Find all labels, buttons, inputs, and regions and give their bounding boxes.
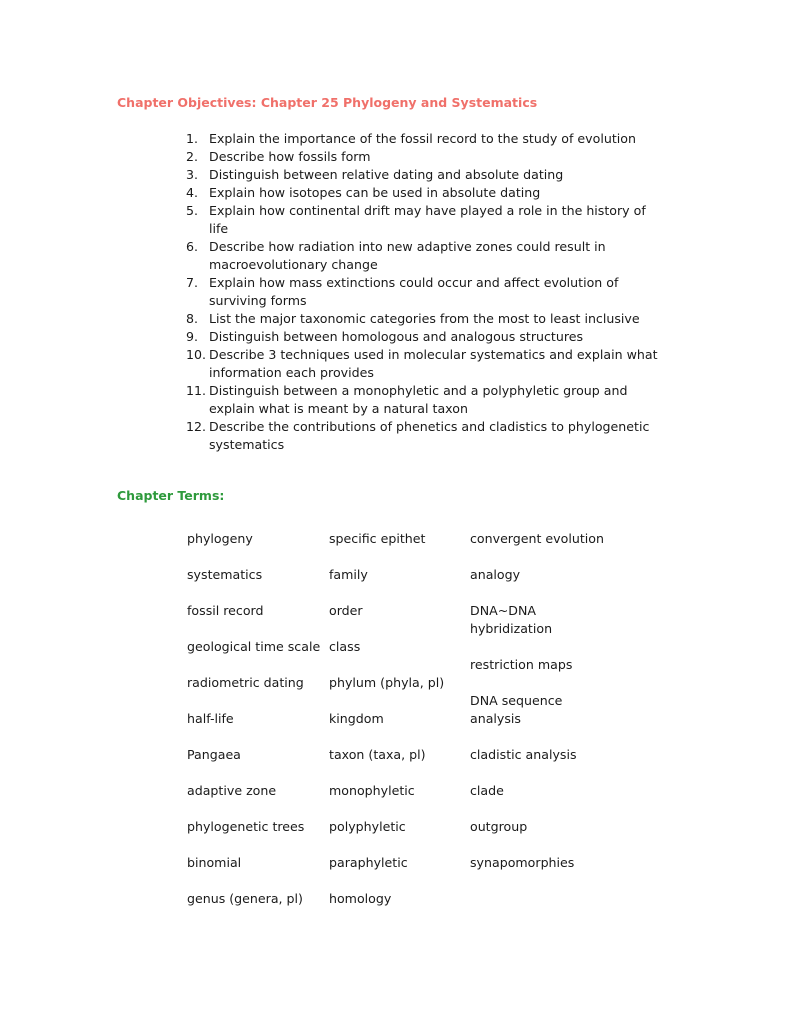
term-item: radiometric dating	[187, 675, 304, 690]
term-item: geological time scale	[187, 639, 321, 654]
term-item: outgroup	[470, 819, 528, 834]
list-item	[186, 274, 666, 310]
term-item: Pangaea	[187, 747, 241, 762]
item-number: 5.	[186, 203, 199, 218]
list-item	[186, 238, 666, 274]
list-item	[186, 382, 666, 418]
term-item: clade	[470, 783, 504, 798]
term-item: analogy	[470, 567, 521, 582]
term-item: kingdom	[329, 711, 384, 726]
term-item: order	[329, 603, 363, 618]
item-number: 6.	[186, 239, 199, 254]
item-number: 2.	[186, 149, 199, 164]
term-item: family	[329, 567, 368, 582]
term-item: DNA sequence analysis	[470, 693, 563, 726]
item-text: Explain how mass extinctions could occur and affect evolution of surviving forms	[209, 275, 619, 308]
term-item: paraphyletic	[329, 855, 408, 870]
list-item	[186, 328, 666, 346]
list-item	[186, 346, 666, 382]
term-item: class	[329, 639, 361, 654]
term-item: monophyletic	[329, 783, 415, 798]
term-item: taxon (taxa, pl)	[329, 747, 426, 762]
item-text: Distinguish between relative dating and absolute dating	[209, 167, 564, 182]
terms-column-2	[329, 530, 469, 926]
item-text: Distinguish between homologous and analogous structures	[209, 329, 584, 344]
list-item	[186, 130, 666, 148]
item-number: 3.	[186, 167, 199, 182]
item-number: 4.	[186, 185, 199, 200]
item-number: 11.	[186, 383, 207, 398]
item-number: 1.	[186, 131, 199, 146]
term-item: restriction maps	[470, 657, 573, 672]
list-item	[186, 184, 666, 202]
item-number: 10.	[186, 347, 207, 362]
term-item: adaptive zone	[187, 783, 277, 798]
term-item: cladistic analysis	[470, 747, 577, 762]
item-number: 9.	[186, 329, 199, 344]
objectives-heading: Chapter Objectives: Chapter 25 Phylogeny and Systematics	[117, 95, 538, 110]
item-number: 12.	[186, 419, 207, 434]
list-item	[186, 202, 666, 238]
terms-column-3	[470, 530, 630, 890]
item-number: 7.	[186, 275, 199, 290]
term-item: half-life	[187, 711, 234, 726]
term-item: synapomorphies	[470, 855, 575, 870]
item-text: Describe 3 techniques used in molecular systematics and explain what information each provides	[209, 347, 658, 380]
list-item	[186, 310, 666, 328]
terms-column-1	[187, 530, 327, 926]
term-item: phylogenetic trees	[187, 819, 305, 834]
term-item: phylogeny	[187, 531, 253, 546]
item-number: 8.	[186, 311, 199, 326]
term-item: phylum (phyla, pl)	[329, 675, 445, 690]
list-item	[186, 418, 666, 454]
item-text: List the major taxonomic categories from the most to least inclusive	[209, 311, 640, 326]
item-text: Describe the contributions of phenetics and cladistics to phylogenetic systematics	[209, 419, 650, 452]
item-text: Distinguish between a monophyletic and a polyphyletic group and explain what is meant by a natural taxon	[209, 383, 628, 416]
list-item	[186, 166, 666, 184]
term-item: fossil record	[187, 603, 264, 618]
term-item: systematics	[187, 567, 263, 582]
term-item: binomial	[187, 855, 242, 870]
item-text: Describe how fossils form	[209, 149, 371, 164]
term-item: genus (genera, pl)	[187, 891, 303, 906]
term-item: convergent evolution	[470, 531, 604, 546]
item-text: Explain how isotopes can be used in absolute dating	[209, 185, 541, 200]
terms-heading: Chapter Terms:	[117, 488, 225, 503]
term-item: polyphyletic	[329, 819, 406, 834]
term-item: specific epithet	[329, 531, 426, 546]
item-text: Explain how continental drift may have played a role in the history of life	[209, 203, 646, 236]
item-text: Explain the importance of the fossil record to the study of evolution	[209, 131, 636, 146]
objectives-list	[186, 130, 666, 454]
list-item	[186, 148, 666, 166]
term-item: DNA~DNA hybridization	[470, 603, 553, 636]
item-text: Describe how radiation into new adaptive zones could result in macroevolutionary change	[209, 239, 606, 272]
term-item: homology	[329, 891, 392, 906]
